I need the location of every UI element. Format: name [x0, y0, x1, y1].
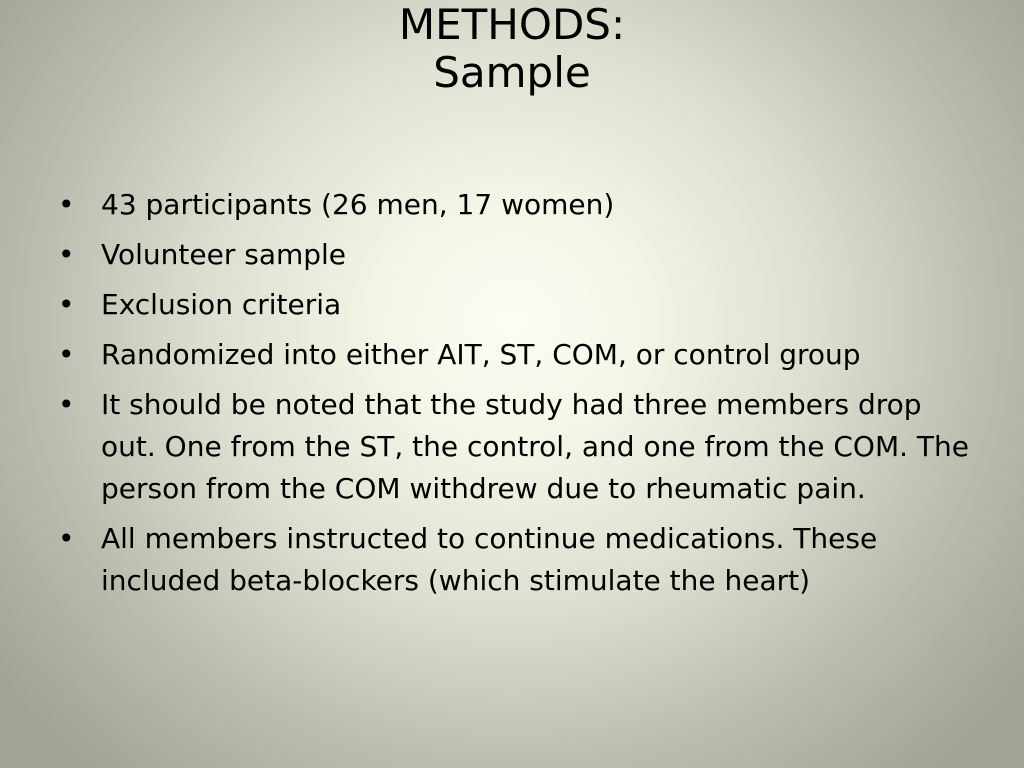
bullet-icon: • — [58, 238, 75, 271]
bullet-text: Randomized into either AIT, ST, COM, or control group — [101, 338, 861, 371]
bullet-list — [58, 184, 978, 610]
list-item — [58, 284, 978, 326]
bullet-text: It should be noted that the study had three members drop out. One from the ST, the control, and one from the COM. The person from the COM withdrew due to rheumatic pain. — [101, 388, 969, 505]
bullet-icon: • — [58, 188, 75, 221]
bullet-text: All members instructed to continue medications. These included beta-blockers (which stimulate the heart) — [101, 522, 878, 597]
list-item — [58, 234, 978, 276]
bullet-text: 43 participants (26 men, 17 women) — [101, 188, 615, 221]
bullet-icon: • — [58, 522, 75, 555]
title-line-methods: METHODS: — [398, 0, 626, 49]
bullet-text: Exclusion criteria — [101, 288, 342, 321]
bullet-text: Volunteer sample — [101, 238, 347, 271]
bullet-icon: • — [58, 338, 75, 371]
list-item — [58, 184, 978, 226]
list-item — [58, 334, 978, 376]
slide-title — [0, 2, 1024, 96]
list-item — [58, 518, 978, 602]
title-line-sample: Sample — [433, 48, 591, 97]
list-item — [58, 384, 978, 510]
bullet-icon: • — [58, 288, 75, 321]
bullet-icon: • — [58, 388, 75, 421]
